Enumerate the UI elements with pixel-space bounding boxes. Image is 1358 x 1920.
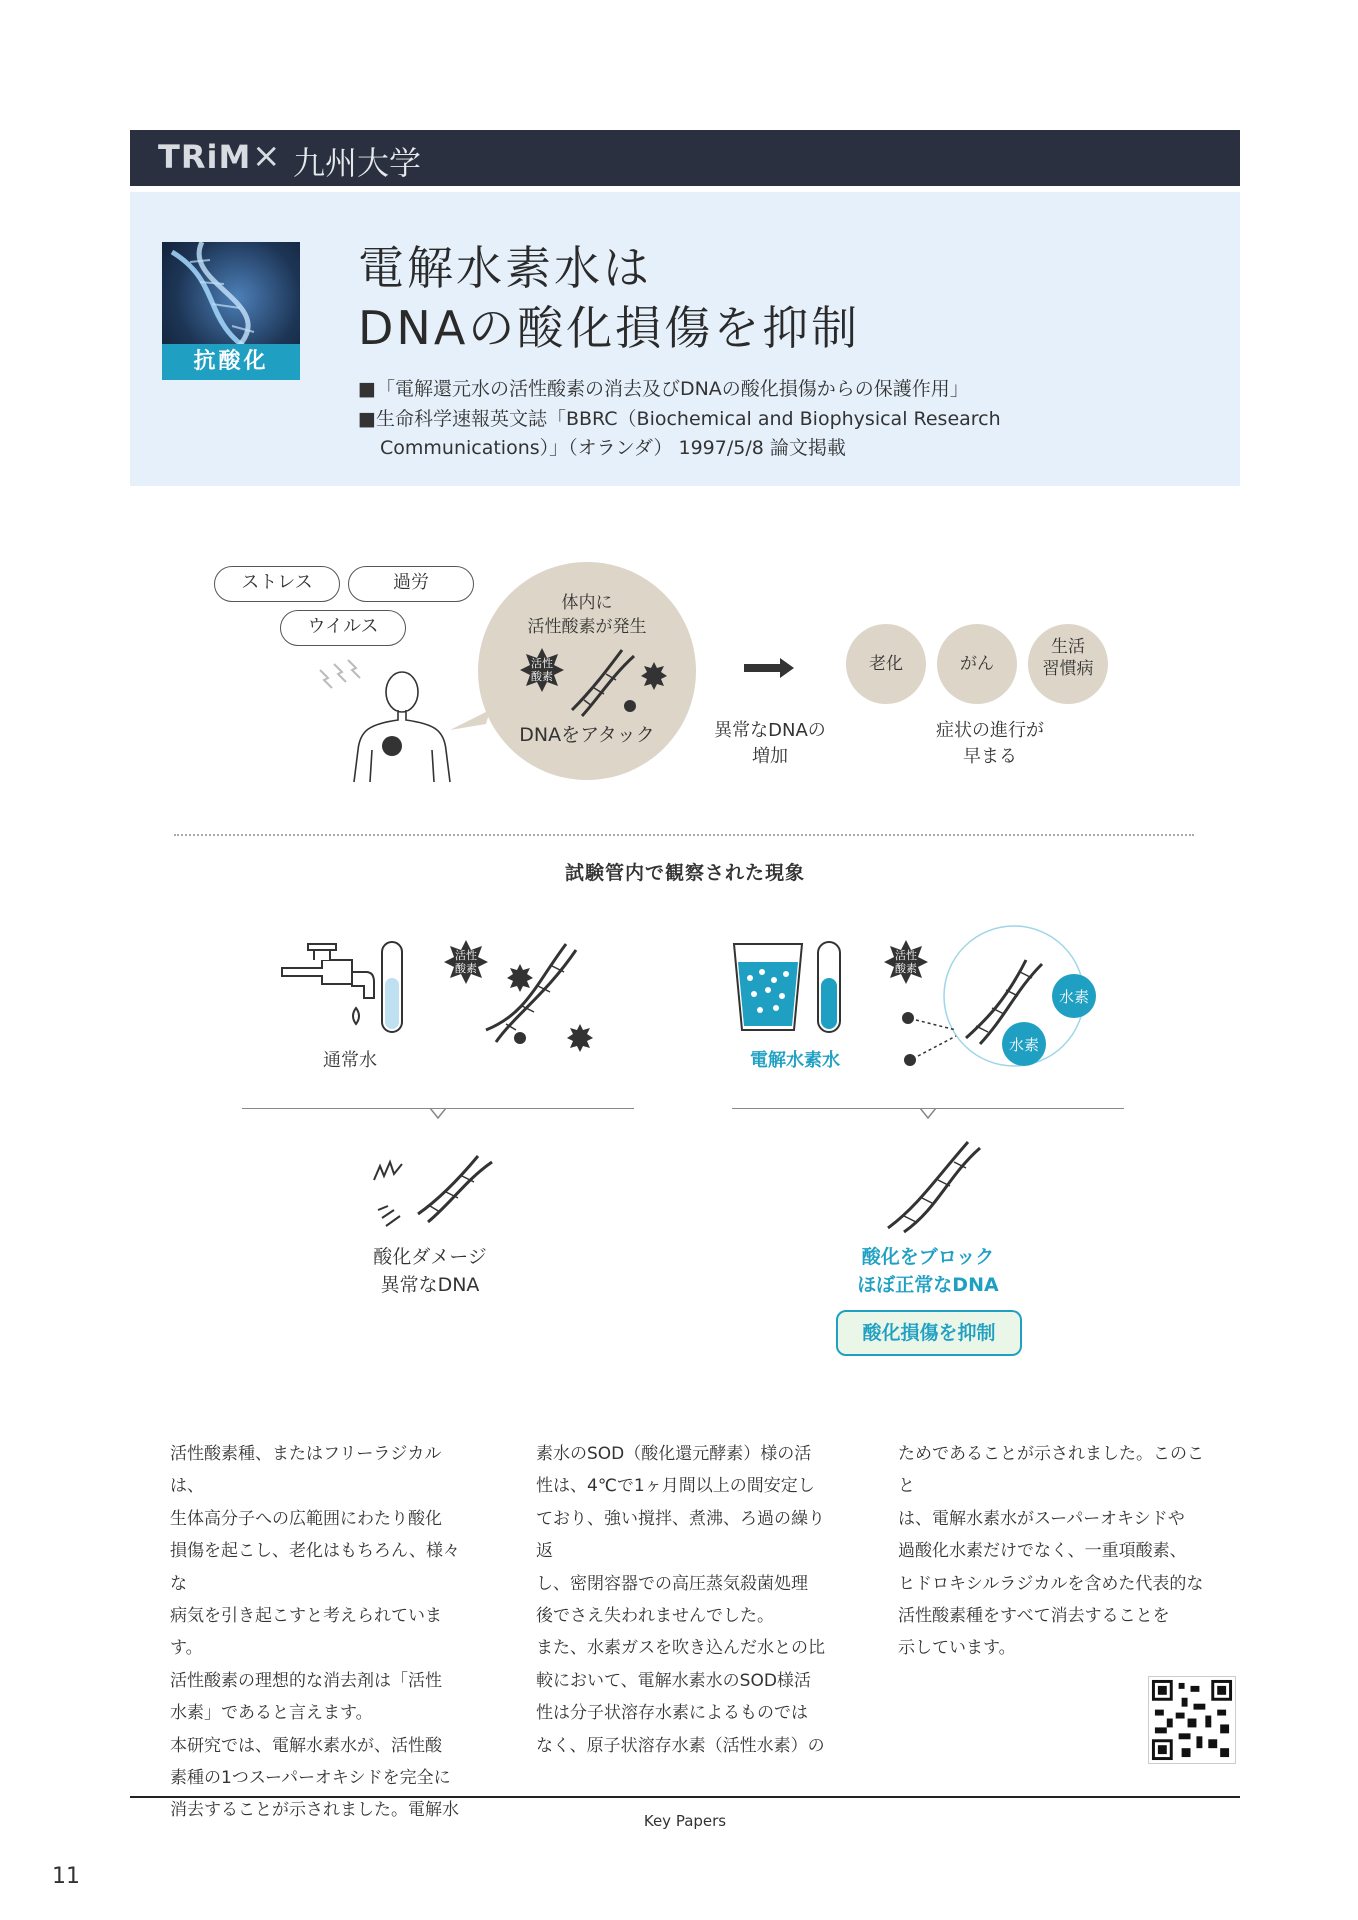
body-line: 本研究では、電解水素水が、活性酸 (170, 1735, 442, 1756)
body-line: 示しています。 (898, 1638, 1016, 1659)
pill-stress: ストレス (214, 566, 340, 602)
badge-lifestyle-disease (1028, 624, 1108, 704)
body-column-1 (170, 1438, 470, 1827)
test-tube-icon (382, 942, 402, 1032)
body-line: 水素」であると言えます。 (170, 1703, 373, 1724)
faucet-icon (278, 938, 408, 1038)
dna-oxidized-icon (436, 934, 606, 1054)
result-right-line2: ほぼ正常なDNA (857, 1274, 999, 1296)
body-line: 活性酸素種、またはフリーラジカルは、 (170, 1444, 442, 1497)
caption-abnormal-dna (700, 718, 840, 770)
body-line: ており、強い撹拌、煮沸、ろ過の繰り返 (536, 1508, 825, 1562)
page-title-line1: 電解水素水は (358, 241, 652, 295)
hydrogen-label-2: 水素 (1008, 1036, 1040, 1054)
caption-symptom-line2: 早まる (963, 746, 1017, 767)
active-oxygen-label1: 活性 (895, 949, 917, 962)
active-oxygen-label1: 活性 (455, 949, 477, 962)
caption-symptom-line1: 症状の進行が (936, 720, 1044, 741)
test-tube-icon (818, 942, 840, 1032)
reference-line2: ■生命科学速報英文誌「BBRC（Biochemical and Biophysical Research (358, 408, 1001, 430)
body-column-2 (536, 1438, 836, 1762)
caption-abnormal-line1: 異常なDNAの (714, 720, 826, 741)
normal-dna-icon (878, 1136, 988, 1236)
body-column-3 (898, 1438, 1218, 1665)
active-oxygen-label1: 活性 (531, 657, 553, 670)
body-line: 過酸化水素だけでなく、一重項酸素、 (898, 1541, 1187, 1562)
result-summary-box: 酸化損傷を抑制 (836, 1310, 1022, 1356)
reference-line3: Communications）」（オランダ） 1997/5/8 論文掲載 (380, 437, 846, 459)
arrow-right-icon (744, 656, 796, 680)
page-number: 11 (52, 1864, 80, 1889)
badge-life-line2: 習慣病 (1042, 659, 1094, 679)
dotted-divider (174, 834, 1194, 836)
body-line: ためであることが示されました。このこと (898, 1444, 1204, 1497)
active-oxygen-label2: 酸素 (895, 962, 917, 975)
brand-logo: TRiM (158, 138, 252, 176)
body-line: 素種の1つスーパーオキシドを完全に (170, 1768, 451, 1789)
badge-aging: 老化 (846, 624, 926, 704)
body-line: し、密閉容器での高圧蒸気殺菌処理 (536, 1573, 808, 1594)
reference-line1: ■「電解還元水の活性酸素の消去及びDNAの酸化損傷からの保護作用」 (358, 378, 969, 400)
footer-label: Key Papers (643, 1812, 727, 1830)
body-line: 性は、4℃で1ヶ月間以上の間安定し (536, 1476, 815, 1497)
result-left-line1: 酸化ダメージ (373, 1246, 487, 1268)
body-line: なく、原子状溶存水素（活性水素）の (536, 1735, 825, 1756)
active-oxygen-label2: 酸素 (455, 962, 477, 975)
body-line: 活性酸素種をすべて消去することを (898, 1606, 1170, 1627)
title-box (130, 192, 1240, 486)
chevron-down-icon (428, 1108, 448, 1120)
body-line: 病気を引き起こすと考えられています。 (170, 1606, 442, 1659)
circle-text-line2: 活性酸素が発生 (527, 617, 647, 637)
hydrogen-protect-icon (876, 920, 1106, 1080)
caption-symptom (900, 718, 1080, 770)
header-bar (130, 130, 1240, 186)
body-line: 後でさえ失われませんでした。 (536, 1606, 774, 1627)
category-tag: 抗酸化 (162, 344, 300, 380)
qr-code-icon[interactable] (1148, 1676, 1236, 1764)
badge-cancer: がん (937, 624, 1017, 704)
pill-fatigue: 過労 (348, 566, 474, 602)
body-line: また、水素ガスを吹き込んだ水との比 (536, 1638, 825, 1659)
university-name: 九州大学 (293, 144, 422, 182)
damaged-dna-icon (368, 1140, 498, 1230)
water-glass-icon (730, 938, 846, 1038)
body-line: 性は分子状溶存水素によるものでは (536, 1703, 808, 1724)
body-line: 消去することが示されました。電解水 (170, 1800, 459, 1821)
body-line: 生体高分子への広範囲にわたり酸化 (170, 1508, 442, 1529)
body-line: 素水のSOD（酸化還元酵素）様の活 (536, 1444, 812, 1464)
person-icon (300, 650, 490, 790)
hydrogen-label-1: 水素 (1058, 988, 1090, 1006)
badge-life-line1: 生活 (1051, 637, 1085, 657)
body-line: 損傷を起こし、老化はもちろん、様々な (170, 1541, 461, 1594)
result-right-line1: 酸化をブロック (861, 1246, 995, 1268)
body-line: 活性酸素の理想的な消去剤は「活性 (170, 1670, 442, 1691)
active-oxygen-label2: 酸素 (531, 670, 553, 683)
collab-times: × (252, 136, 281, 176)
circle-attack-text: DNAをアタック (519, 724, 655, 746)
caption-abnormal-line2: 増加 (752, 746, 788, 767)
active-oxygen-burst-icon (382, 736, 402, 756)
footer-rule (130, 1796, 1240, 1798)
result-left-line2: 異常なDNA (380, 1274, 480, 1296)
page-title-line2: DNAの酸化損傷を抑制 (358, 301, 861, 355)
body-line: ヒドロキシルラジカルを含めた代表的な (898, 1573, 1204, 1594)
body-line: は、電解水素水がスーパーオキシドや (898, 1508, 1185, 1529)
circle-text-line1: 体内に (561, 593, 613, 613)
chevron-down-icon (918, 1108, 938, 1120)
label-normal-water: 通常水 (323, 1050, 377, 1071)
dna-attack-icon (512, 640, 672, 720)
observation-title: 試験管内で観察された現象 (564, 862, 805, 884)
body-line: 較において、電解水素水のSOD様活 (536, 1670, 811, 1691)
label-electrolyzed-water: 電解水素水 (750, 1050, 840, 1071)
pill-virus: ウイルス (280, 610, 406, 646)
